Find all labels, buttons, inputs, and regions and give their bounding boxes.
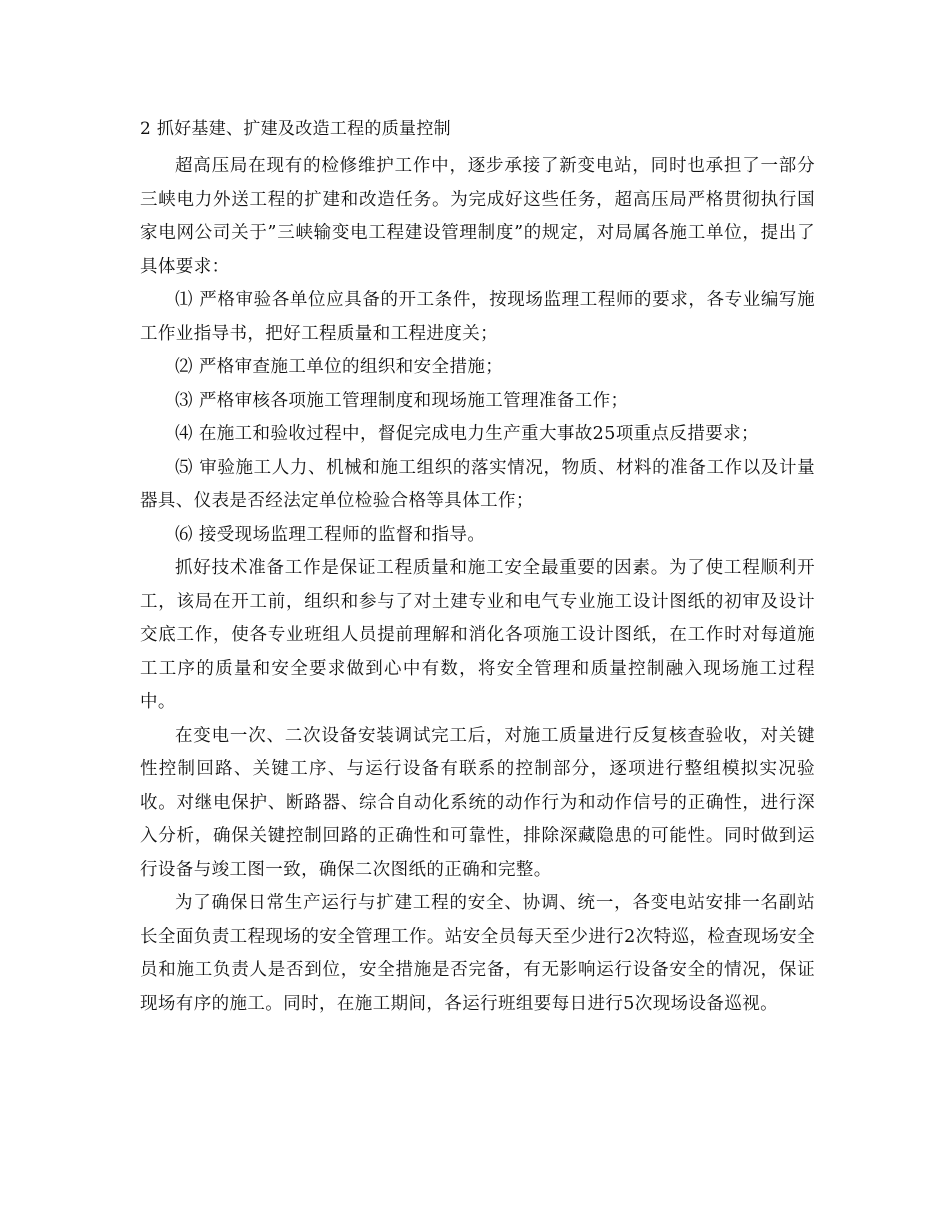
section-heading: 2 抓好基建、扩建及改造工程的质量控制 (140, 119, 451, 139)
requirement-item-1: ⑴ 严格审验各单位应具备的开工条件，按现场监理工程师的要求，各专业编写施工作业指导书，把好工程质量和工程进度关； (140, 290, 815, 344)
requirement-item-6: ⑹ 接受现场监理工程师的监督和指导。 (175, 524, 486, 545)
site-safety-paragraph: 为了确保日常生产运行与扩建工程的安全、协调、统一，各变电站安排一名副站长全面负责工程现场的安全管理工作。站安全员每天至少进行2次特巡，检查现场安全员和施工负责人是否到位，安全措施是否完备，有无影响运行设备安全的情况，保证现场有序的施工。同时，在施工期间，各运行班组要每日进行5次现场设备巡视。 (140, 893, 815, 1014)
technical-preparation-paragraph: 抓好技术准备工作是保证工程质量和施工安全最重要的因素。为了使工程顺利开工，该局在开工前，组织和参与了对土建专业和电气专业施工设计图纸的初审及设计交底工作，使各专业班组人员提前理解和消化各项施工设计图纸，在工作时对每道施工工序的质量和安全要求做到心中有数，将安全管理和质量控制融入现场施工过程中。 (140, 558, 815, 712)
document-page (140, 116, 815, 1021)
acceptance-inspection-paragraph: 在变电一次、二次设备安装调试完工后，对施工质量进行反复核查验收，对关键性控制回路、关键工序、与运行设备有联系的控制部分，逐项进行整组模拟实况验收。对继电保护、断路器、综合自动化系统的动作行为和动作信号的正确性，进行深入分析，确保关键控制回路的正确性和可靠性，排除深藏隐患的可能性。同时做到运行设备与竣工图一致，确保二次图纸的正确和完整。 (140, 725, 815, 880)
intro-paragraph: 超高压局在现有的检修维护工作中，逐步承接了新变电站，同时也承担了一部分三峡电力外送工程的扩建和改造任务。为完成好这些任务，超高压局严格贯彻执行国家电网公司关于”三峡输变电工程建设管理制度”的规定，对局属各施工单位，提出了具体要求： (140, 156, 815, 277)
requirement-item-5: ⑸ 审验施工人力、机械和施工组织的落实情况，物质、材料的准备工作以及计量器具、仪表是否经法定单位检验合格等具体工作； (140, 457, 815, 511)
requirement-item-2: ⑵ 严格审查施工单位的组织和安全措施； (175, 357, 504, 377)
requirement-item-3: ⑶ 严格审核各项施工管理制度和现场施工管理准备工作； (175, 390, 629, 411)
requirement-item-4: ⑷ 在施工和验收过程中，督促完成电力生产重大事故25项重点反措要求； (175, 424, 759, 444)
